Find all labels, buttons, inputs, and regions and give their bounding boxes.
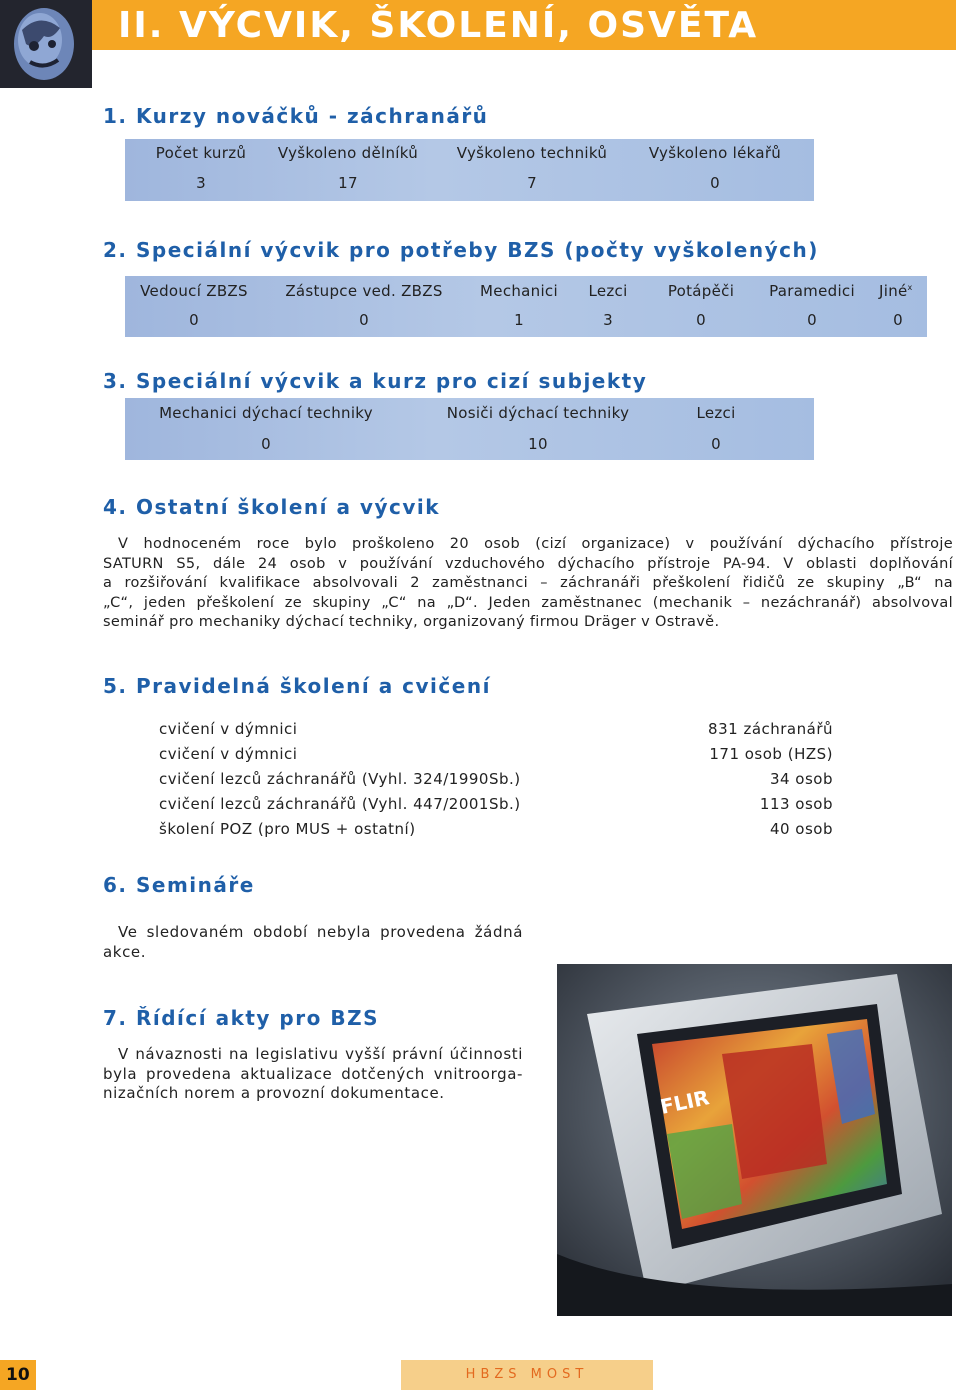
training-label: cvičení v dýmnici: [159, 745, 298, 763]
table-value-cell: 0: [189, 311, 199, 329]
training-label: školení POZ (pro MUS + ostatní): [159, 820, 416, 838]
training-label: cvičení v dýmnici: [159, 720, 298, 738]
camera-brand-label: FLIR: [658, 1085, 712, 1119]
table-value-cell: 10: [528, 435, 548, 453]
section-6-body: [103, 923, 523, 962]
chapter-title-bar: [92, 0, 956, 50]
table-value-cell: 0: [261, 435, 271, 453]
section-2-heading: 2. Speciální výcvik pro potřeby BZS (počty vyškolených): [103, 238, 819, 262]
training-label: cvičení lezců záchranářů (Vyhl. 447/2001Sb.): [159, 795, 521, 813]
table-value-cell: 0: [359, 311, 369, 329]
section-2-table: [125, 276, 927, 337]
table-header-cell: Vedoucí ZBZS: [140, 282, 248, 300]
paragraph-line: „C“, jeden přeškolení ze skupiny „C“ na „D“. Jeden zaměstnanec (mechanik – nezáchranář) absolvoval: [103, 594, 953, 611]
section-3-heading: 3. Speciální výcvik a kurz pro cizí subjekty: [103, 369, 648, 393]
table-header-cell: Lezci: [588, 282, 628, 300]
section-5-heading: 5. Pravidelná školení a cvičení: [103, 674, 491, 698]
footer-label: HBZS MOST: [465, 1367, 589, 1382]
table-header-cell: [879, 282, 913, 300]
section-3-table: [125, 398, 814, 460]
table-header-cell: Zástupce ved. ZBZS: [285, 282, 443, 300]
paragraph-line: seminář pro mechaniky dýchací techniky, organizovaný firmou Dräger v Ostravě.: [103, 614, 720, 630]
table-value-cell: 0: [710, 174, 720, 192]
logo-image: [0, 0, 92, 88]
page-number: 10: [6, 1365, 30, 1385]
chapter-title: II. VÝCVIK, ŠKOLENÍ, OSVĚTA: [118, 5, 759, 46]
section-7-heading: 7. Řídící akty pro BZS: [103, 1006, 379, 1030]
training-value: 40 osob: [769, 820, 833, 838]
paragraph-line: V hodnoceném roce bylo proškoleno 20 osob (cizí organizace) v používání dýchacího přístroje: [118, 536, 953, 552]
table-value-cell: 7: [527, 174, 537, 192]
table-header-cell: Paramedici: [769, 282, 855, 300]
table-header-cell: Vyškoleno techniků: [456, 144, 608, 162]
table-value-cell: 17: [338, 174, 358, 192]
table-value-cell: 3: [603, 311, 613, 329]
superscript-mark: x: [907, 283, 913, 292]
table-value-cell: 0: [807, 311, 817, 329]
table-value-cell: 1: [514, 311, 524, 329]
training-list: [159, 720, 833, 850]
training-value: 113 osob: [759, 795, 833, 813]
table-value-cell: 0: [893, 311, 903, 329]
paragraph-line: byla provedena aktualizace dotčených vnitroorga-: [103, 1064, 523, 1083]
section-4-body: [103, 535, 953, 633]
training-value: 34 osob: [769, 770, 833, 788]
table-header-cell: Lezci: [696, 404, 736, 422]
table-value-cell: 3: [196, 174, 206, 192]
table-value-cell: 0: [711, 435, 721, 453]
table-header-cell: Mechanici dýchací techniky: [159, 404, 373, 422]
footer-band: [401, 1360, 653, 1390]
training-value: 831 záchranářů: [708, 720, 833, 738]
table-header-cell: Vyškoleno dělníků: [277, 144, 419, 162]
table-value-cell: 0: [696, 311, 706, 329]
paragraph-line: akce.: [103, 942, 147, 961]
paragraph-line: a rozšiřování kvalifikace absolvovali 2 zaměstnanci – záchranáři přeškolení řidičů ze skupiny „B“ na: [103, 575, 953, 591]
table-header-cell: Potápěči: [667, 282, 735, 300]
section-1-heading: 1. Kurzy nováčků - záchranářů: [103, 104, 489, 128]
table-header-cell: Počet kurzů: [155, 144, 247, 162]
paragraph-line: Ve sledovaném období nebyla provedena žádná: [118, 923, 523, 941]
table-header-text: Jiné: [879, 282, 908, 300]
table-header-cell: Vyškoleno lékařů: [648, 144, 782, 162]
page-number-box: [0, 1360, 36, 1390]
paragraph-line: nizačních norem a provozní dokumentace.: [103, 1084, 445, 1102]
section-7-body: [103, 1045, 523, 1104]
section-1-table: [125, 139, 814, 201]
paragraph-line: SATURN S5, dále 24 osob v používání vzduchového dýchacího přístroje PA-94. V oblasti doplňování: [103, 555, 953, 572]
training-value: 171 osob (HZS): [709, 745, 833, 763]
thermal-camera-photo: [557, 964, 952, 1316]
table-header-cell: Mechanici: [480, 282, 558, 300]
paragraph-line: V návaznosti na legislativu vyšší právní účinnosti: [118, 1045, 523, 1063]
section-4-heading: 4. Ostatní školení a výcvik: [103, 495, 441, 519]
section-6-heading: 6. Semináře: [103, 873, 255, 897]
training-label: cvičení lezců záchranářů (Vyhl. 324/1990Sb.): [159, 770, 521, 788]
table-header-cell: Nosiči dýchací techniky: [446, 404, 630, 422]
